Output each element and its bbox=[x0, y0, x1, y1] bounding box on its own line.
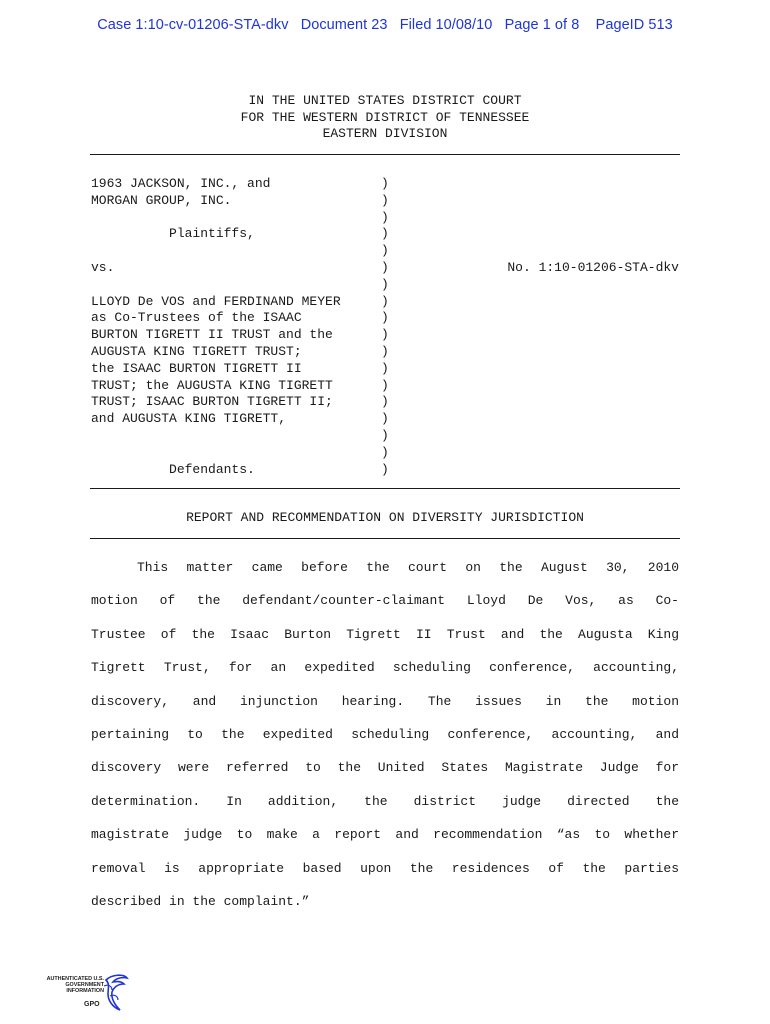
caption-line: as Co-Trustees of the ISAAC bbox=[91, 310, 302, 326]
caption-line: TRUST; the AUGUSTA KING TIGRETT bbox=[91, 377, 333, 393]
gpo-eagle-icon bbox=[100, 972, 130, 1014]
caption-line bbox=[91, 277, 341, 294]
court-district-line: FOR THE WESTERN DISTRICT OF TENNESSEE bbox=[240, 109, 530, 125]
court-name-line: IN THE UNITED STATES DISTRICT COURT bbox=[248, 93, 522, 108]
caption-line: LLOYD De VOS and FERDINAND MEYER bbox=[91, 293, 341, 309]
caption-paren: ) bbox=[381, 360, 389, 376]
court-division-line: EASTERN DIVISION bbox=[322, 126, 448, 142]
caption-paren: ) bbox=[381, 427, 389, 443]
caption-paren: ) bbox=[381, 276, 389, 292]
body-line: motion of the defendant/counter-claimant Lloyd De Vos, as Co- bbox=[91, 593, 679, 609]
caption-paren: ) bbox=[381, 444, 389, 460]
caption-line: MORGAN GROUP, INC. bbox=[91, 192, 232, 208]
document-title: REPORT AND RECOMMENDATION ON DIVERSITY JURISDICTION bbox=[186, 510, 584, 525]
body-line: pertaining to the expedited scheduling conference, accounting, and bbox=[91, 726, 679, 742]
caption-line: 1963 JACKSON, INC., and bbox=[91, 176, 271, 191]
body-paragraph bbox=[91, 558, 679, 925]
gpo-authentication-logo bbox=[44, 972, 134, 1018]
caption-top-divider bbox=[90, 154, 680, 155]
caption-line: Defendants. bbox=[91, 461, 255, 477]
caption-paren: ) bbox=[381, 411, 389, 427]
caption-paren: ) bbox=[381, 310, 389, 326]
court-heading bbox=[90, 93, 680, 143]
caption-line bbox=[91, 243, 341, 260]
caption-paren: ) bbox=[381, 176, 389, 191]
caption-paren: ) bbox=[381, 377, 389, 393]
caption-paren-column bbox=[381, 176, 389, 478]
caption-line: and AUGUSTA KING TIGRETT, bbox=[91, 411, 287, 427]
case-number: No. 1:10-01206-STA-dkv bbox=[507, 260, 679, 275]
caption-line: vs. bbox=[91, 259, 115, 275]
caption-paren: ) bbox=[381, 243, 389, 259]
body-line: magistrate judge to make a report and recommendation “as to whether bbox=[91, 827, 679, 843]
body-line: determination. In addition, the district judge directed the bbox=[91, 793, 679, 809]
body-line: Trustee of the Isaac Burton Tigrett II Trust and the Augusta King bbox=[91, 626, 679, 642]
filing-stamp: Case 1:10-cv-01206-STA-dkv Document 23 Filed 10/08/10 Page 1 of 8 PageID 513 bbox=[97, 17, 673, 33]
body-line: This matter came before the court on the August 30, 2010 bbox=[137, 560, 679, 575]
caption-line: Plaintiffs, bbox=[91, 226, 255, 242]
caption-line bbox=[91, 445, 341, 462]
caption-paren: ) bbox=[381, 192, 389, 208]
gpo-authentication-text: AUTHENTICATED U.S. GOVERNMENT INFORMATION bbox=[46, 976, 104, 994]
caption-paren: ) bbox=[381, 394, 389, 410]
title-divider bbox=[90, 538, 680, 539]
body-line: Tigrett Trust, for an expedited scheduling conference, accounting, bbox=[91, 660, 679, 676]
caption-paren: ) bbox=[381, 226, 389, 242]
caption-line: the ISAAC BURTON TIGRETT II bbox=[91, 360, 302, 376]
caption-paren: ) bbox=[381, 461, 389, 477]
caption-line: TRUST; ISAAC BURTON TIGRETT II; bbox=[91, 394, 333, 410]
body-line: removal is appropriate based upon the residences of the parties bbox=[91, 860, 679, 876]
body-line: discovery were referred to the United States Magistrate Judge for bbox=[91, 760, 679, 776]
caption-line: AUGUSTA KING TIGRETT TRUST; bbox=[91, 343, 302, 359]
caption-line bbox=[91, 210, 341, 227]
caption-paren: ) bbox=[381, 259, 389, 275]
caption-line bbox=[91, 428, 341, 445]
case-caption-parties bbox=[91, 176, 341, 478]
caption-line: BURTON TIGRETT II TRUST and the bbox=[91, 327, 333, 343]
body-line: described in the complaint.” bbox=[91, 893, 310, 909]
caption-paren: ) bbox=[381, 209, 389, 225]
body-line: discovery, and injunction hearing. The issues in the motion bbox=[91, 693, 679, 709]
caption-paren: ) bbox=[381, 293, 389, 309]
caption-paren: ) bbox=[381, 343, 389, 359]
gpo-label: GPO bbox=[84, 1001, 100, 1008]
caption-paren: ) bbox=[381, 327, 389, 343]
caption-bottom-divider bbox=[90, 488, 680, 489]
